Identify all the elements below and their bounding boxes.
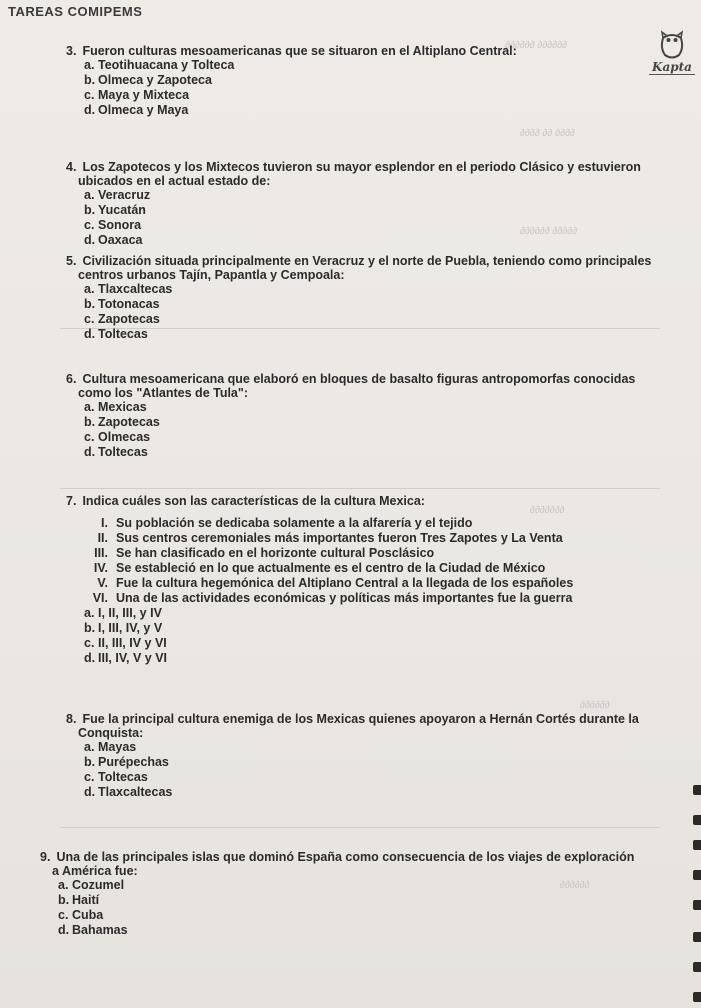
bleed-through-text: ∂∂∂∂ ∂∂ ∂∂∂∂	[520, 128, 575, 139]
option-a[interactable]: a. Veracruz	[84, 188, 151, 202]
statement-list	[66, 516, 573, 606]
question-number: 5.	[66, 254, 77, 268]
option-b[interactable]: b. Yucatán	[84, 203, 146, 217]
option-c[interactable]: c. Toltecas	[84, 770, 148, 784]
question-8	[66, 712, 639, 800]
option-list	[84, 740, 639, 800]
question-continuation: ubicados en el actual estado de:	[78, 174, 271, 188]
option-c[interactable]: c. Olmecas	[84, 430, 151, 444]
option-list	[84, 58, 517, 118]
question-6	[66, 372, 635, 460]
option-d[interactable]: d. Toltecas	[84, 445, 148, 459]
question-text: Cultura mesoamericana que elaboró en bloques de basalto figuras antropomorfas conocidas	[82, 372, 636, 386]
option-c[interactable]: c. Sonora	[84, 218, 142, 232]
question-5	[66, 254, 651, 342]
statement-vi: VI. Una de las actividades económicas y políticas más importantes fue la guerra	[92, 591, 573, 605]
binding-ring	[693, 932, 701, 942]
question-number: 3.	[66, 44, 77, 58]
question-text: Civilización situada principalmente en Veracruz y el norte de Puebla, teniendo como principales	[82, 254, 652, 268]
kapta-logo	[649, 30, 695, 90]
option-list	[84, 282, 651, 342]
statement-i: I. Su población se dedicaba solamente a la alfarería y el tejido	[101, 516, 473, 530]
option-c[interactable]: c. Cuba	[58, 908, 104, 922]
option-b[interactable]: b. Olmeca y Zapoteca	[84, 73, 212, 87]
question-text: Los Zapotecos y los Mixtecos tuvieron su mayor esplendor en el periodo Clásico y estuvieron	[82, 160, 641, 174]
bleed-through-text: ∂∂∂∂∂∂	[560, 880, 590, 891]
binding-ring	[693, 900, 701, 910]
option-b[interactable]: b. Zapotecas	[84, 415, 160, 429]
question-number: 7.	[66, 494, 77, 508]
divider	[60, 488, 660, 489]
question-number: 6.	[66, 372, 77, 386]
binding-ring	[693, 785, 701, 795]
binding-ring	[693, 840, 701, 850]
question-3	[66, 44, 517, 118]
divider	[60, 827, 660, 828]
option-d[interactable]: d. Olmeca y Maya	[84, 103, 189, 117]
option-a[interactable]: a. Tlaxcaltecas	[84, 282, 173, 296]
bleed-through-text: ∂∂∂∂∂∂∂	[530, 505, 565, 516]
bleed-through-text: ∂∂∂∂∂∂ ∂∂∂∂∂	[520, 226, 578, 237]
question-4	[66, 160, 641, 248]
owl-icon	[659, 30, 685, 60]
binding-ring	[693, 962, 701, 972]
option-a[interactable]: a. Cozumel	[58, 878, 125, 892]
option-list	[58, 878, 634, 938]
question-number: 9.	[40, 850, 51, 864]
bleed-through-text: ∂∂∂∂∂∂ ∂∂∂∂∂∂	[505, 40, 568, 51]
worksheet-title: TAREAS COMIPEMS	[8, 4, 143, 19]
option-list	[84, 400, 635, 460]
question-text: Indica cuáles son las características de la cultura Mexica:	[82, 494, 425, 508]
option-a[interactable]: a. Mexicas	[84, 400, 147, 414]
option-b[interactable]: b. Totonacas	[84, 297, 160, 311]
question-number: 4.	[66, 160, 77, 174]
question-text: Fueron culturas mesoamericanas que se situaron en el Altiplano Central:	[82, 44, 517, 58]
option-d[interactable]: d. Toltecas	[84, 327, 148, 341]
option-d[interactable]: d. Bahamas	[58, 923, 128, 937]
statement-v: V. Fue la cultura hegemónica del Altiplano Central a la llegada de los españoles	[97, 576, 574, 590]
option-a[interactable]: a. I, II, III, y IV	[84, 606, 162, 620]
binding-ring	[693, 870, 701, 880]
option-list	[84, 606, 573, 666]
question-continuation: como los "Atlantes de Tula":	[78, 386, 248, 400]
option-b[interactable]: b. I, III, IV, y V	[84, 621, 163, 635]
option-d[interactable]: d. III, IV, V y VI	[84, 651, 168, 665]
question-number: 8.	[66, 712, 77, 726]
logo-text: Kapta	[649, 60, 695, 75]
question-text: Fue la principal cultura enemiga de los Mexicas quienes apoyaron a Hernán Cortés durante la	[82, 712, 639, 726]
option-a[interactable]: a. Mayas	[84, 740, 137, 754]
option-d[interactable]: d. Tlaxcaltecas	[84, 785, 173, 799]
statement-iv: IV. Se estableció en lo que actualmente es el centro de la Ciudad de México	[93, 561, 546, 575]
option-c[interactable]: c. Zapotecas	[84, 312, 160, 326]
statement-iii: III. Se han clasificado en el horizonte cultural Posclásico	[94, 546, 435, 560]
option-b[interactable]: b. Purépechas	[84, 755, 169, 769]
option-c[interactable]: c. II, III, IV y VI	[84, 636, 167, 650]
option-b[interactable]: b. Haití	[58, 893, 100, 907]
bleed-through-text: ∂∂∂∂∂∂	[580, 700, 610, 711]
option-a[interactable]: a. Teotihuacana y Tolteca	[84, 58, 235, 72]
question-continuation: a América fue:	[52, 864, 138, 878]
statement-ii: II. Sus centros ceremoniales más importantes fueron Tres Zapotes y La Venta	[97, 531, 563, 545]
binding-ring	[693, 815, 701, 825]
question-7	[66, 494, 573, 666]
option-list	[84, 188, 641, 248]
question-continuation: Conquista:	[78, 726, 144, 740]
question-continuation: centros urbanos Tajín, Papantla y Cempoala:	[78, 268, 345, 282]
binding-ring	[693, 992, 701, 1002]
question-text: Una de las principales islas que dominó España como consecuencia de los viajes de exploración	[56, 850, 635, 864]
option-d[interactable]: d. Oaxaca	[84, 233, 143, 247]
question-9	[40, 850, 634, 938]
option-c[interactable]: c. Maya y Mixteca	[84, 88, 190, 102]
